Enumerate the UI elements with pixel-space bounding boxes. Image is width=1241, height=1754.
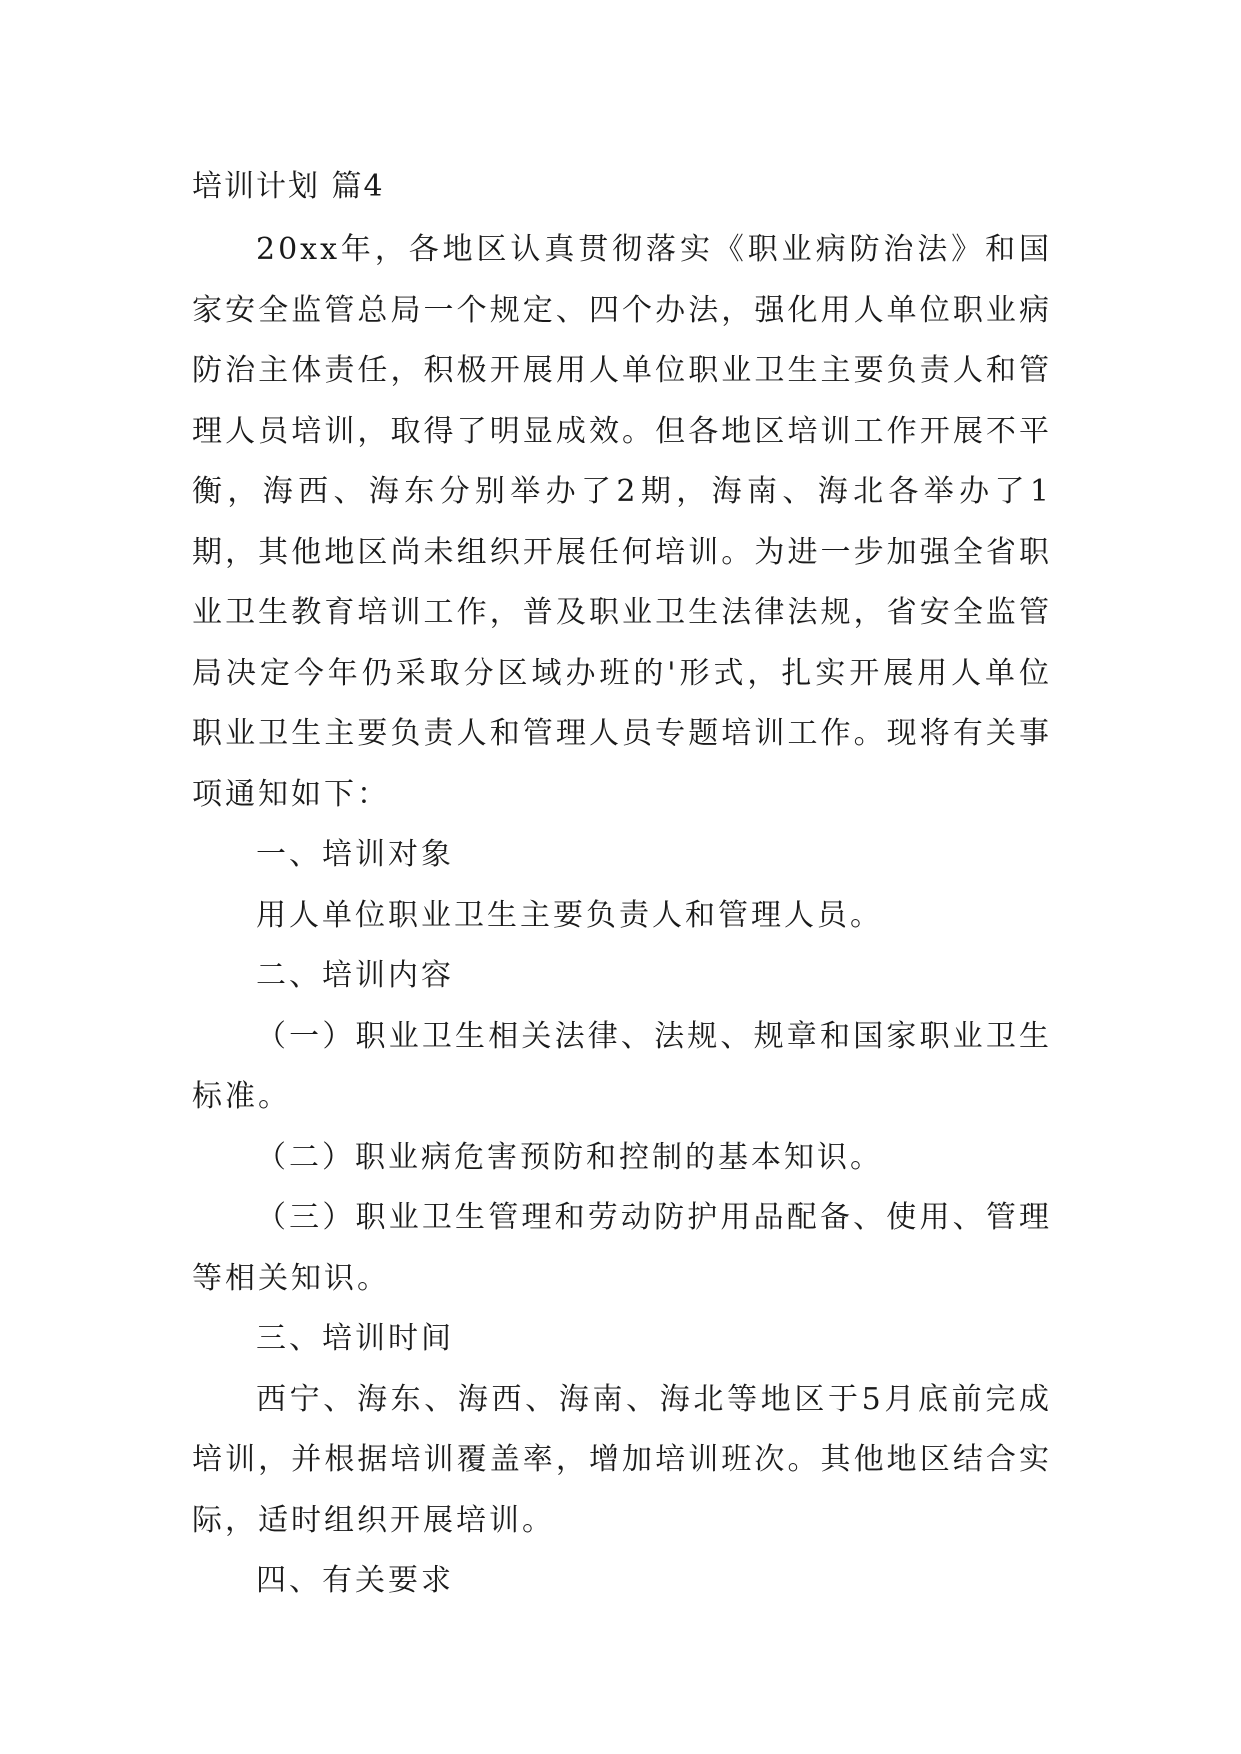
section-body-training-time: 西宁、海东、海西、海南、海北等地区于5月底前完成培训，并根据培训覆盖率，增加培训班次。其他地区结合实际，适时组织开展培训。 xyxy=(192,1381,1052,1538)
content-item-1: （一）职业卫生相关法律、法规、规章和国家职业卫生标准。 xyxy=(192,1018,1052,1114)
content-item-2: （二）职业病危害预防和控制的基本知识。 xyxy=(256,1139,883,1175)
section-heading-training-content: 二、培训内容 xyxy=(256,958,454,993)
document-page xyxy=(192,160,1052,1612)
intro-paragraph: 20xx年，各地区认真贯彻落实《职业病防治法》和国家安全监管总局一个规定、四个办法，强化用人单位职业病防治主体责任，积极开展用人单位职业卫生主要负责人和管理人员培训，取得了明显成效。但各地区培训工作开展不平衡，海西、海东分别举办了2期，海南、海北各举办了1期，其他地区尚未组织开展任何培训。为进一步加强全省职业卫生教育培训工作，普及职业卫生法律法规，省安全监管局决定今年仍采取分区域办班的'形式，扎实开展用人单位职业卫生主要负责人和管理人员专题培训工作。现将有关事项通知如下： xyxy=(192,232,1052,812)
content-item-3: （三）职业卫生管理和劳动防护用品配备、使用、管理等相关知识。 xyxy=(192,1200,1052,1296)
section-heading-training-target: 一、培训对象 xyxy=(256,837,454,872)
document-title: 培训计划 篇4 xyxy=(192,169,385,204)
section-body-training-target: 用人单位职业卫生主要负责人和管理人员。 xyxy=(256,897,883,933)
section-heading-requirements: 四、有关要求 xyxy=(256,1563,454,1598)
section-heading-training-time: 三、培训时间 xyxy=(256,1321,454,1356)
